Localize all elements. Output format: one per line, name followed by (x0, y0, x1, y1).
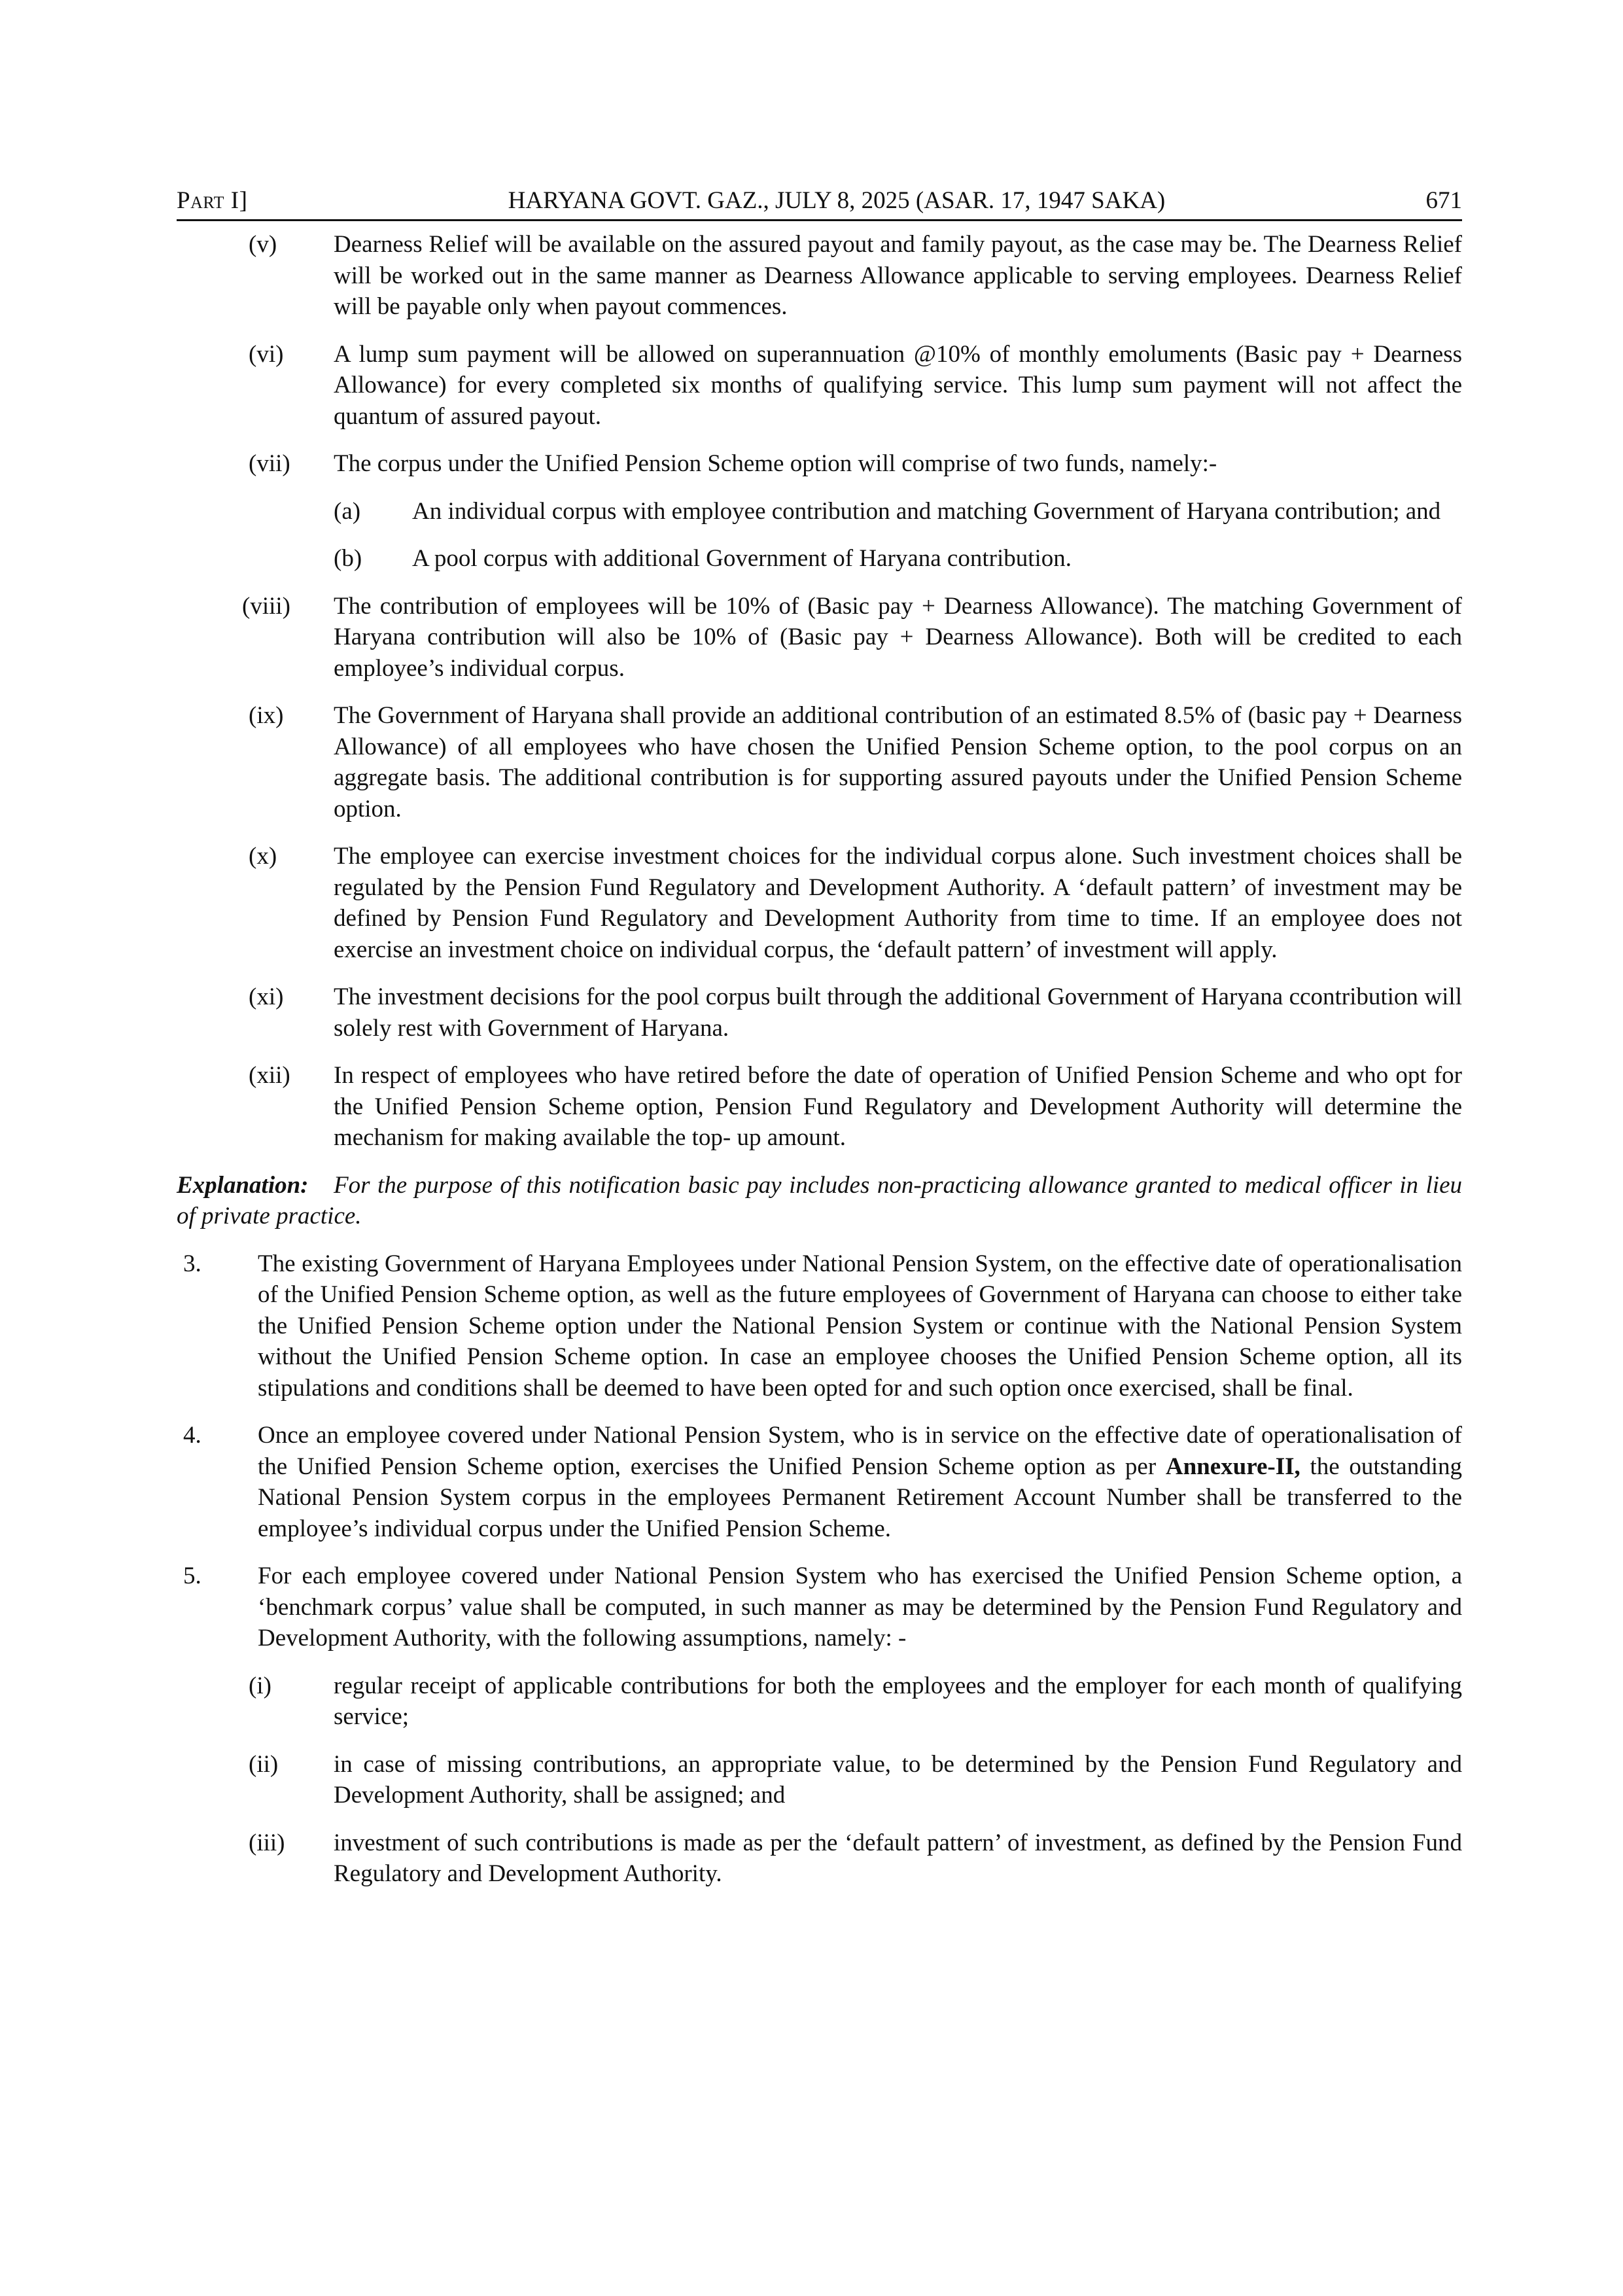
assumption-text: in case of missing contributions, an appropriate value, to be determined by the Pension Fund Regulatory and Development Authority, shall be assigned; and (334, 1750, 1462, 1809)
paragraph-5 (177, 1561, 1462, 1654)
explanation-label: Explanation: (177, 1171, 309, 1199)
sub-clause-b (334, 543, 1462, 574)
clause-text: The corpus under the Unified Pension Scheme option will comprise of two funds, namely:- (334, 450, 1217, 477)
sub-clause-a (334, 496, 1462, 527)
assumption-ii (177, 1749, 1462, 1811)
header-title: HARYANA GOVT. GAZ., JULY 8, 2025 (ASAR. 17, 1947 SAKA) (508, 187, 1166, 214)
sub-clause-text: An individual corpus with employee contribution and matching Government of Haryana contribution; and (412, 497, 1441, 525)
assumption-i (177, 1670, 1462, 1733)
document-body (177, 229, 1462, 1890)
clause-text: A lump sum payment will be allowed on superannuation @10% of monthly emoluments (Basic pay + Dearness Allowance) for every completed six months of qualifying service. This lump sum payment will not affect the quantum of assured payout. (334, 340, 1462, 430)
clause-label: (x) (249, 843, 277, 870)
sub-clause-label: (b) (334, 545, 362, 572)
clause-ix (177, 700, 1462, 824)
clause-text: The investment decisions for the pool corpus built through the additional Government of Haryana ccontribution will solely rest with Government of Haryana. (334, 983, 1462, 1042)
clause-label: (xii) (249, 1062, 290, 1089)
clause-text: The contribution of employees will be 10% of (Basic pay + Dearness Allowance). The matching Government of Haryana contribution will also be 10% of (Basic pay + Dearness Allowance). Both will be credited to each employee’s individual corpus. (334, 592, 1462, 682)
paragraph-text: The existing Government of Haryana Employees under National Pension System, on the effective date of operationalisation of the Unified Pension Scheme option, as well as the future employees of Government of Haryana can choose to either take the Unified Pension Scheme option under the National Pension System or continue with the National Pension System without the Unified Pension Scheme option. In case an employee chooses the Unified Pension Scheme option, all its stipulations and conditions shall be deemed to have been opted for and such option once exercised, shall be final. (258, 1250, 1462, 1402)
clause-text: Dearness Relief will be available on the assured payout and family payout, as the case may be. The Dearness Relief will be worked out in the same manner as Dearness Allowance applicable to serving employees. Dearness Relief will be payable only when payout commences. (334, 231, 1462, 320)
clause-label: (viii) (242, 592, 290, 620)
clause-vi (177, 339, 1462, 433)
clause-x (177, 841, 1462, 965)
paragraph-number: 4. (183, 1422, 201, 1449)
explanation-body: For the purpose of this notification basic pay includes non-practicing allowance granted to medical officer in lieu of private practice. (177, 1171, 1462, 1229)
clause-xi (177, 981, 1462, 1044)
paragraph-text (258, 1420, 1462, 1544)
clause-label: (xi) (249, 983, 284, 1010)
clause-text: In respect of employees who have retired before the date of operation of Unified Pension Scheme and who opt for the Unified Pension Scheme option, Pension Fund Regulatory and Development Authority will determine the mechanism for making available the top- up amount. (334, 1062, 1462, 1151)
gazette-page (177, 186, 1462, 1890)
clause-v (177, 229, 1462, 323)
explanation (177, 1170, 1462, 1232)
assumption-label: (iii) (249, 1829, 285, 1856)
paragraph-text-part1: Once an employee covered under National Pension System, who is in service on the effective date of operationalisation of the Unified Pension Scheme option, exercises the Unified Pension Scheme option as per (258, 1422, 1462, 1480)
clause-label: (vii) (249, 450, 290, 477)
paragraph-3 (177, 1248, 1462, 1404)
paragraph-4 (177, 1420, 1462, 1544)
sub-clause-text: A pool corpus with additional Government of Haryana contribution. (412, 545, 1072, 572)
assumption-label: (i) (249, 1672, 271, 1699)
assumption-text: regular receipt of applicable contributions for both the employees and the employer for each month of qualifying service; (334, 1672, 1462, 1730)
paragraph-text: For each employee covered under National Pension System who has exercised the Unified Pension Scheme option, a ‘benchmark corpus’ value shall be computed, in such manner as may be determined by the Pension Fund Regulatory and Development Authority, with the following assumptions, namely: - (258, 1563, 1462, 1651)
assumption-text: investment of such contributions is made as per the ‘default pattern’ of investment, as defined by the Pension Fund Regulatory and Development Authority. (334, 1829, 1462, 1887)
page-header (177, 186, 1462, 221)
paragraph-number: 5. (183, 1563, 201, 1589)
sub-clause-label: (a) (334, 497, 361, 525)
page-number: 671 (1425, 187, 1462, 214)
clause-label: (v) (249, 231, 277, 258)
clause-viii (177, 591, 1462, 684)
paragraph-text-part2: the outstanding National Pension System corpus in the employees Permanent Retirement Account Number shall be transferred to the employee’s individual corpus under the Unified Pension Scheme. (258, 1453, 1462, 1542)
explanation-text (177, 1170, 1462, 1232)
clause-text: The Government of Haryana shall provide an additional contribution of an estimated 8.5% of (basic pay + Dearness Allowance) of all employees who have chosen the Unified Pension Scheme option, to the pool corpus on an aggregate basis. The additional contribution is for supporting assured payouts under the Unified Pension Scheme option. (334, 702, 1462, 822)
clause-text: The employee can exercise investment choices for the individual corpus alone. Such investment choices shall be regulated by the Pension Fund Regulatory and Development Authority. A ‘default pattern’ of investment may be defined by Pension Fund Regulatory and Development Authority from time to time. If an employee does not exercise an investment choice on individual corpus, the ‘default pattern’ of investment will apply. (334, 843, 1462, 963)
clause-xii (177, 1060, 1462, 1154)
annexure-reference: Annexure-II, (1165, 1453, 1300, 1480)
header-part: Part I] (177, 187, 248, 214)
assumption-label: (ii) (249, 1750, 279, 1778)
clause-label: (ix) (249, 702, 284, 729)
assumption-iii (177, 1828, 1462, 1890)
paragraph-number: 3. (183, 1250, 201, 1277)
clause-vii (177, 448, 1462, 480)
clause-label: (vi) (249, 340, 284, 368)
